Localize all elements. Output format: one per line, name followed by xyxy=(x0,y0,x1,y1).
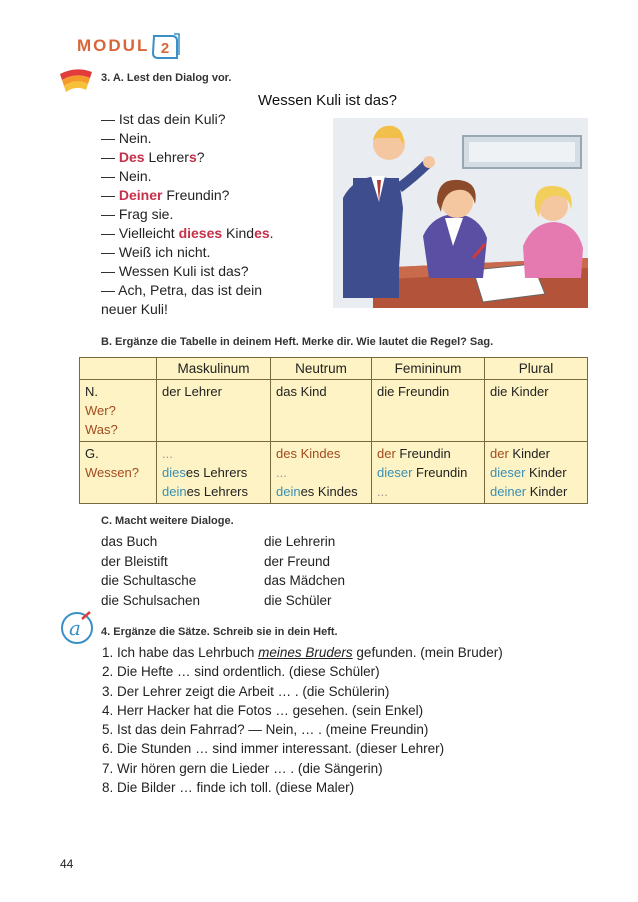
table-row-nominative xyxy=(80,380,588,442)
table-cell xyxy=(485,442,588,504)
word-item: der Bleistift xyxy=(101,553,168,569)
writing-icon xyxy=(60,611,94,645)
text-segment: meines Bruders xyxy=(258,645,353,660)
svg-text:a: a xyxy=(69,616,81,640)
case-label: N. xyxy=(85,384,98,399)
text-segment: ... xyxy=(276,465,287,480)
text-segment: es Lehrers xyxy=(185,465,248,480)
text-segment: Kinder xyxy=(508,446,550,461)
text-segment: — Vielleicht xyxy=(101,225,179,241)
module-label: MODUL xyxy=(77,36,150,55)
dialog-line xyxy=(101,262,331,281)
text-segment: es Kindes xyxy=(300,484,358,499)
cell-line xyxy=(490,482,582,501)
table-cell: der Lehrer xyxy=(157,380,271,442)
header-cell: Maskulinum xyxy=(157,358,271,380)
exercise-list xyxy=(102,643,503,797)
word-item: die Schüler xyxy=(264,592,332,608)
case-cell xyxy=(80,380,157,442)
classroom-illustration xyxy=(333,118,588,308)
text-segment: 4. Herr Hacker hat die Fotos … gesehen. (sein Enkel) xyxy=(102,702,424,718)
text-segment: Freundin? xyxy=(162,187,230,203)
dialog-line xyxy=(101,148,331,167)
taskC-heading: C. Macht weitere Dialoge. xyxy=(101,515,234,527)
dialog-line xyxy=(101,167,331,186)
text-segment: dieser xyxy=(490,465,526,480)
header-cell: Femininum xyxy=(372,358,485,380)
table-cell xyxy=(372,442,485,504)
text-segment: dein xyxy=(162,484,187,499)
text-segment: des xyxy=(276,446,297,461)
text-segment: neuer Kuli! xyxy=(101,301,168,317)
text-segment: Kindes xyxy=(296,446,341,461)
text-segment: dein xyxy=(276,484,301,499)
word-list-right xyxy=(264,532,345,610)
text-segment: der xyxy=(490,446,509,461)
text-segment: 6. Die Stunden … sind immer interessant. (dieser Lehrer) xyxy=(102,741,445,757)
text-segment: es Lehrers xyxy=(186,484,248,499)
exercise-item xyxy=(102,759,503,778)
text-segment: Freundin xyxy=(395,446,451,461)
word-item: die Schulsachen xyxy=(101,592,201,608)
word-item: die Lehrerin xyxy=(264,534,336,549)
exercise-item xyxy=(102,643,503,662)
table-cell: das Kind xyxy=(271,380,372,442)
taskB-heading: B. Ergänze die Tabelle in deinem Heft. Merke dir. Wie lautet die Regel? Sag. xyxy=(101,336,494,348)
dialog-line xyxy=(101,224,331,243)
text-segment: dies xyxy=(162,465,186,480)
case-label: G. xyxy=(85,446,99,461)
text-segment: — Ach, Petra, das ist dein xyxy=(101,282,263,298)
text-segment: dieses xyxy=(178,225,223,241)
cell-line xyxy=(490,463,582,482)
cell-line xyxy=(377,463,479,482)
cell-line xyxy=(377,444,479,463)
text-segment: — xyxy=(101,187,119,203)
cell-line xyxy=(276,482,366,501)
question-word: Wessen? xyxy=(85,465,139,480)
text-segment: es xyxy=(254,225,270,241)
text-segment: Kinder xyxy=(525,465,567,480)
text-segment: ... xyxy=(162,446,173,461)
dialog-line xyxy=(101,186,331,205)
table-cell xyxy=(271,442,372,504)
header-cell: Plural xyxy=(485,358,588,380)
exercise-item xyxy=(102,682,503,701)
word-list-left xyxy=(101,532,200,610)
cell-line xyxy=(490,444,582,463)
dialog-line xyxy=(101,300,331,319)
grammar-table xyxy=(79,357,588,504)
text-segment: — Frag sie. xyxy=(101,206,174,222)
case-cell xyxy=(80,442,157,504)
text-segment: — Weiß ich nicht. xyxy=(101,244,211,260)
text-segment: — Ist das dein Kuli? xyxy=(101,111,226,127)
text-segment: — Wessen Kuli ist das? xyxy=(101,263,249,279)
text-segment: Lehrer xyxy=(144,149,189,165)
text-segment: 1. Ich habe das Lehrbuch xyxy=(102,645,259,660)
table-cell: die Kinder xyxy=(485,380,588,442)
text-segment: Freundin xyxy=(412,465,468,480)
text-segment: s xyxy=(188,149,197,165)
header-cell: Neutrum xyxy=(271,358,372,380)
task4-heading: 4. Ergänze die Sätze. Schreib sie in dein Heft. xyxy=(101,626,338,638)
dialog-line xyxy=(101,205,331,224)
dialog-line xyxy=(101,129,331,148)
word-item: der Freund xyxy=(264,553,331,569)
dialog xyxy=(101,110,331,319)
text-segment: dieser xyxy=(377,465,413,480)
text-segment: Deiner xyxy=(118,187,163,203)
exercise-item xyxy=(102,739,503,758)
page-number: 44 xyxy=(60,857,74,871)
cell-line xyxy=(276,444,366,463)
text-segment: Kind xyxy=(222,225,255,241)
table-header-row xyxy=(80,358,588,380)
cell-line xyxy=(162,463,265,482)
cell-line xyxy=(276,463,366,482)
text-segment: . xyxy=(269,225,274,241)
cell-line xyxy=(162,482,265,501)
text-segment: deiner xyxy=(490,484,527,499)
cell-line xyxy=(377,482,479,501)
text-segment: gefunden. (mein Bruder) xyxy=(352,645,503,660)
cell-line xyxy=(162,444,265,463)
question-word: Was? xyxy=(85,422,118,437)
table-cell: die Freundin xyxy=(372,380,485,442)
task3-heading: 3. A. Lest den Dialog vor. xyxy=(101,72,232,84)
word-item: die Schultasche xyxy=(101,573,197,588)
table-row-genitive xyxy=(80,442,588,504)
text-segment: — xyxy=(101,149,119,165)
dialog-title: Wessen Kuli ist das? xyxy=(258,92,397,109)
text-segment: 3. Der Lehrer zeigt die Arbeit … . (die Schülerin) xyxy=(102,683,390,699)
text-segment: 5. Ist das dein Fahrrad? — Nein, … . (meine Freundin) xyxy=(102,722,429,738)
text-segment: 2. Die Hefte … sind ordentlich. (diese Schüler) xyxy=(102,664,380,680)
module-number: 2 xyxy=(160,40,170,57)
word-item: das Mädchen xyxy=(264,573,346,588)
text-segment: ... xyxy=(377,484,388,499)
exercise-item xyxy=(102,720,503,739)
exercise-item xyxy=(102,701,503,720)
dialog-line xyxy=(101,281,331,300)
text-segment: — Nein. xyxy=(101,168,152,184)
text-segment: ? xyxy=(196,149,205,165)
text-segment: 8. Die Bilder … finde ich toll. (diese Maler) xyxy=(102,780,355,796)
reading-icon xyxy=(56,64,96,94)
dialog-line xyxy=(101,110,331,129)
text-segment: Kinder xyxy=(526,484,568,499)
header-cell xyxy=(80,358,157,380)
dialog-line xyxy=(101,243,331,262)
exercise-item xyxy=(102,778,503,797)
text-segment: 7. Wir hören gern die Lieder … . (die Sängerin) xyxy=(102,760,383,776)
text-segment: der xyxy=(377,446,396,461)
text-segment: Des xyxy=(118,149,145,165)
table-cell xyxy=(157,442,271,504)
question-word: Wer? xyxy=(85,403,116,418)
text-segment: — Nein. xyxy=(101,130,152,146)
exercise-item xyxy=(102,662,503,681)
word-item: das Buch xyxy=(101,534,158,549)
module-number-badge xyxy=(150,33,180,61)
